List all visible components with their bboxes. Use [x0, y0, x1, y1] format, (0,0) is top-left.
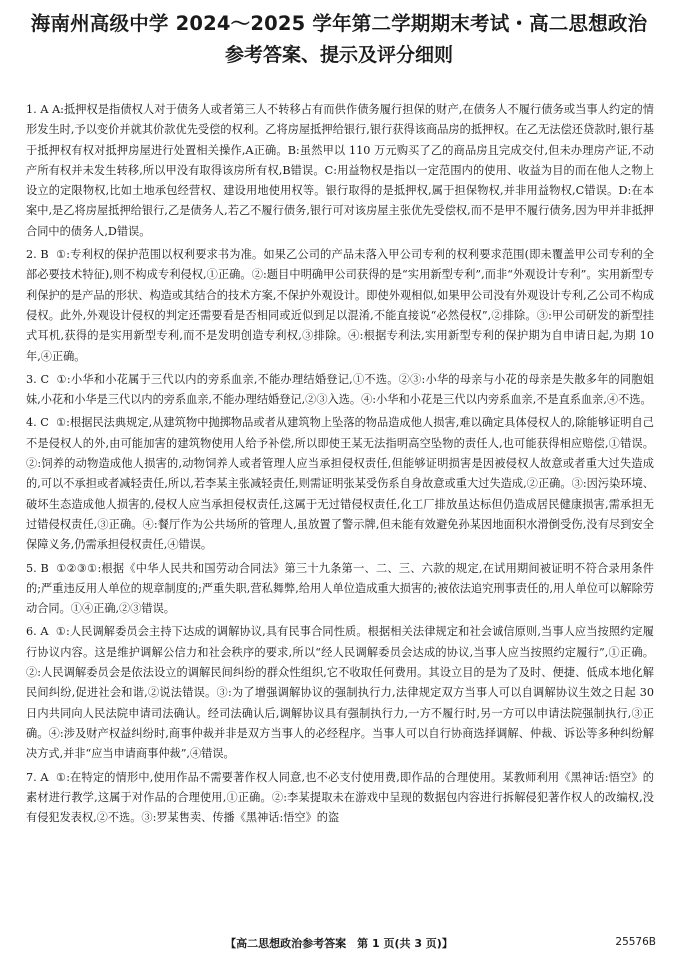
answer-number: 2. B: [26, 248, 49, 262]
answer-item-4: [26, 413, 654, 555]
answer-number: 4. C: [26, 416, 49, 430]
answer-number: 7. A: [26, 770, 49, 784]
answer-number: 3. C: [26, 372, 50, 386]
answer-number: 5. B: [26, 561, 49, 575]
answer-explanation: ①:小华和小花属于三代以内的旁系血亲,不能办理结婚登记,①不选。②③:小华的母亲与小花的母亲是失散多年的同胞姐妹,小花和小华是三代以内的旁系血亲,不能办理结婚登记,②③入选。④:小华和小花是三代以内旁系血亲,不是直系血亲,④不选。: [26, 372, 654, 407]
answer-explanation: ①:根据民法典规定,从建筑物中抛掷物品或者从建筑物上坠落的物品造成他人损害,难以确定具体侵权人的,除能够证明自己不是侵权人的外,由可能加害的建筑物使用人给予补偿,所以即使王某无法指明高空坠物的责任人,也可能获得相应赔偿,①错误。②:饲养的动物造成他人损害的,动物饲养人或者管理人应当承担侵权责任,但能够证明损害是因被侵权人故意或者重大过失造成的,可以不承担或者减轻责任,所以,若李某主张减轻责任,则需证明张某受伤系自身故意或重大过失造成,②正确。③:因污染环境、破坏生态造成他人损害的,侵权人应当承担侵权责任,这属于无过错侵权责任,化工厂排放虽达标但仍造成居民健康损害,需承担无过错侵权责任,③正确。④:餐厅作为公共场所的管理人,虽放置了警示牌,但未能有效避免孙某因地面积水滑倒受伤,没有尽到安全保障义务,仍需承担侵权责任,④错误。: [26, 416, 654, 552]
footer-page-info: 【高二思想政治参考答案 第 1 页(共 3 页)】: [225, 937, 453, 950]
footer-doc-code: 25576B: [615, 936, 656, 948]
answer-explanation: ①:人民调解委员会主持下达成的调解协议,具有民事合同性质。根据相关法律规定和社会诚信原则,当事人应当按照约定履行协议内容。这是维护调解公信力和社会秩序的要求,所以“经人民调解委员会达成的协议,当事人应当按照约定履行”,①正确。②:人民调解委员会是依法设立的调解民间纠纷的群众性组织,它不收取任何费用。其设立目的是为了及时、便捷、低成本地化解民间纠纷,促进社会和谐,②说法错误。③:为了增强调解协议的强制执行力,法律规定双方当事人可以自调解协议生效之日起 30 日内共同向人民法院申请司法确认。经司法确认后,调解协议具有强制执行力,一方不履行时,另一方可以申请法院强制执行,③正确。④:涉及财产权益纠纷时,商事仲裁并非是双方当事人的必经程序。当事人可以自行协商选择调解、仲裁、诉讼等多种纠纷解决方式,并非“应当申请商事仲裁”,④错误。: [26, 625, 654, 761]
page-footer: [0, 935, 678, 951]
answer-item-7: [26, 768, 654, 829]
answer-item-2: [26, 245, 654, 367]
answer-explanation: ①②③①:根据《中华人民共和国劳动合同法》第三十九条第一、二、三、六款的规定,在试用期间被证明不符合录用条件的;严重违反用人单位的规章制度的;严重失职,营私舞弊,给用人单位造成重大损害的;被依法追究刑事责任的,用人单位可以解除劳动合同。①④正确,②③错误。: [26, 561, 654, 616]
answer-explanation: A:抵押权是指债权人对于债务人或者第三人不转移占有而供作债务履行担保的财产,在债务人不履行债务或当事人约定的情形发生时,予以变价并就其价款优先受偿的权利。乙将房屋抵押给银行,银行获得该商品房的抵押权。在乙无法偿还贷款时,银行基于抵押权有权对抵押房屋进行处置相关操作,A正确。B:虽然甲以 110 万元购买了乙的商品房且完成交付,但未办理房产证,不动产所有权并未发生转移,所以甲没有取得该房所有权,B错误。C:用益物权是指以一定范围内的使用、收益为目的而在他人之物上设立的定限物权,比如土地承包经营权、建设用地使用权等。银行取得的是抵押权,属于担保物权,并非用益物权,C错误。D:在本案中,是乙将房屋抵押给银行,乙是债务人,若乙不履行债务,银行可对该房屋主张优先受偿权,而不是甲不履行债务,因为甲并非抵押合同中的债务人,D错误。: [26, 103, 654, 238]
answer-explanation: ①:专利权的保护范围以权利要求书为准。如果乙公司的产品未落入甲公司专利的权利要求范围(即未覆盖甲公司专利的全部必要技术特征),则不构成专利侵权,①正确。②:题目中明确甲公司获得的是“实用新型专利”,而非“外观设计专利”。实用新型专利保护的是产品的形状、构造或其结合的技术方案,不保护外观设计。即使外观相似,如果甲公司没有外观设计专利,乙公司不构成侵权。此外,外观设计侵权的判定还需要看是否相同或近似到足以混淆,不能直接说“必然侵权”,②排除。③:甲公司研发的新型挂式耳机,获得的是实用新型专利,而不是发明创造专利权,③排除。④:根据专利法,实用新型专利的保护期为自申请日起,为期 10 年,④正确。: [26, 248, 654, 363]
answer-item-3: [26, 370, 654, 411]
page-title: 海南州高级中学 2024～2025 学年第二学期期末考试・高二思想政治: [30, 12, 648, 35]
answer-item-6: [26, 622, 654, 764]
answer-list: [26, 100, 654, 831]
answer-item-5: [26, 559, 654, 620]
page-subtitle: 参考答案、提示及评分细则: [224, 44, 453, 66]
answer-number: 1. A: [26, 103, 49, 116]
answer-item-1: [26, 100, 654, 242]
answer-explanation: ①:在特定的情形中,使用作品不需要著作权人同意,也不必支付使用费,即作品的合理使用。某教师利用《黑神话:悟空》的素材进行教学,这属于对作品的合理使用,①正确。②:李某提取未在游戏中呈现的数据包内容进行拆解侵犯著作权人的改编权,没有侵犯发表权,②不选。③:罗某售卖、传播《黑神话:悟空》的盗: [26, 770, 654, 825]
answer-number: 6. A: [26, 625, 49, 639]
